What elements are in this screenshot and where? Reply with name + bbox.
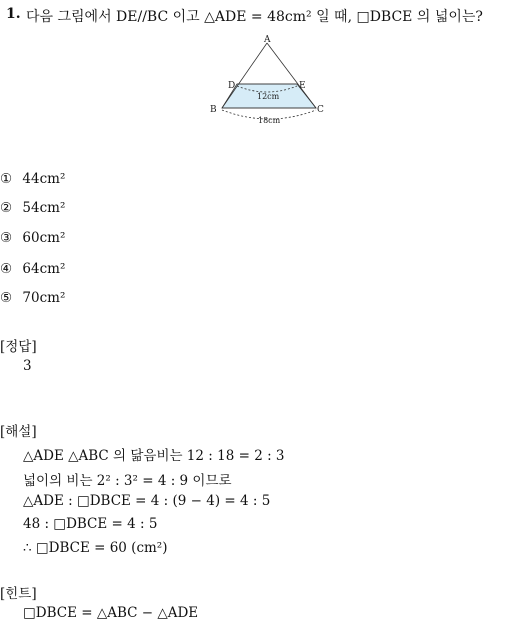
choice-2[interactable] xyxy=(0,200,65,216)
hint-header: [힌트] xyxy=(0,586,37,602)
triangle-figure xyxy=(200,32,340,124)
choice-4[interactable] xyxy=(0,261,65,277)
explanation-line: △ADE : □DBCE = 4 : (9 − 4) = 4 : 5 xyxy=(23,493,271,509)
explanation-line: ∴ □DBCE = 60 (cm²) xyxy=(23,540,168,556)
choice-text: 70cm² xyxy=(22,290,66,306)
question-text: 다음 그림에서 DE//BC 이고 △ADE = 48cm² 일 때, □DBCE 의 넓이는? xyxy=(26,9,483,25)
choice-text: 44cm² xyxy=(22,171,66,187)
explanation-line: 48 : □DBCE = 4 : 5 xyxy=(23,516,158,532)
answer-header: [정답] xyxy=(0,339,37,355)
de-length-label: 12cm xyxy=(257,92,280,101)
choice-marker: ④ xyxy=(0,261,13,277)
label-d: D xyxy=(228,81,236,91)
label-a: A xyxy=(264,35,271,45)
bc-length-label: 18cm xyxy=(258,116,281,124)
choice-text: 64cm² xyxy=(22,261,66,277)
choice-3[interactable] xyxy=(0,230,65,246)
explanation-line: 넓이의 비는 2² : 3² = 4 : 9 이므로 xyxy=(23,473,232,489)
choice-text: 60cm² xyxy=(22,230,66,246)
label-c: C xyxy=(317,105,324,115)
choice-1[interactable] xyxy=(0,171,65,187)
choice-5[interactable] xyxy=(0,290,65,306)
choice-text: 54cm² xyxy=(22,200,66,216)
label-b: B xyxy=(210,105,217,115)
choice-marker: ③ xyxy=(0,230,13,246)
explanation-header: [해설] xyxy=(0,424,37,440)
choice-marker: ② xyxy=(0,200,13,216)
hint-text: □DBCE = △ABC − △ADE xyxy=(23,605,199,621)
explanation-line: △ADE △ABC 의 닮음비는 12 : 18 = 2 : 3 xyxy=(23,448,285,464)
label-e: E xyxy=(299,81,306,91)
choice-marker: ⑤ xyxy=(0,290,13,306)
answer-value: 3 xyxy=(23,358,32,374)
choice-marker: ① xyxy=(0,171,13,187)
question-number: 1. xyxy=(6,6,21,22)
